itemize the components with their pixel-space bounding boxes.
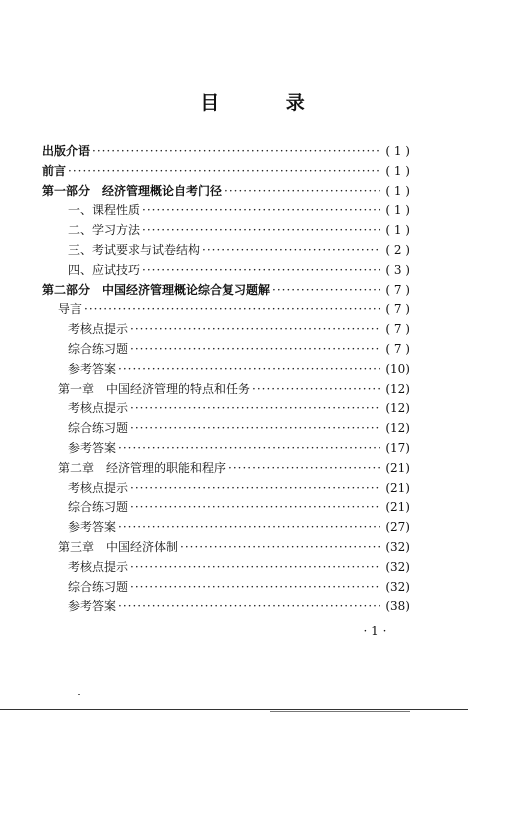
toc-entry-page: (12) <box>385 381 410 396</box>
page-title: 目 录 <box>200 92 335 114</box>
toc-entry-page: ( 2 ) <box>385 242 410 257</box>
dot-leader <box>228 459 380 479</box>
toc-entry-page: (12) <box>385 401 410 416</box>
dot-leader <box>272 281 380 301</box>
toc-entry-page: (21) <box>385 500 410 515</box>
toc-entry[interactable] <box>42 498 410 518</box>
dot-leader <box>142 201 380 221</box>
toc-entry-page: (12) <box>385 421 410 436</box>
toc-entry-label: 参考答案 <box>68 520 117 535</box>
toc-entry[interactable] <box>42 419 410 439</box>
dot-leader <box>118 518 380 538</box>
toc-entry-label: 考核点提示 <box>68 559 129 574</box>
dot-leader <box>92 142 380 162</box>
toc-entry-page: ( 1 ) <box>385 183 410 198</box>
toc-entry[interactable] <box>42 182 410 202</box>
dot-leader <box>118 597 380 617</box>
toc-entry[interactable] <box>42 459 410 479</box>
toc-entry-page: (32) <box>385 579 410 594</box>
toc-entry-label: 第二章 经济管理的职能和程序 <box>58 460 227 475</box>
toc-entry-page: ( 1 ) <box>385 144 410 158</box>
toc-entry-label: 一、课程性质 <box>68 203 141 218</box>
toc-entry-page: (21) <box>385 480 410 495</box>
toc-entry[interactable] <box>42 340 410 360</box>
toc-entry-page: (38) <box>385 599 410 614</box>
toc-entry-label: 四、应试技巧 <box>68 262 141 277</box>
toc-entry-label: 第二部分 中国经济管理概论综合复习题解 <box>42 282 271 297</box>
toc-entry-page: ( 3 ) <box>385 262 410 277</box>
dot-leader <box>130 419 380 439</box>
dot-leader <box>252 380 380 400</box>
toc-entry[interactable] <box>42 241 410 261</box>
toc-entry-page: ( 7 ) <box>385 302 410 317</box>
toc-entry-label: 第一部分 经济管理概论自考门径 <box>42 183 223 198</box>
dot-leader <box>180 538 380 558</box>
dot-leader <box>202 241 380 261</box>
toc-entry-page: ( 1 ) <box>385 203 410 218</box>
toc-entry[interactable] <box>42 399 410 419</box>
toc-entry-label: 第一章 中国经济管理的特点和任务 <box>58 381 251 396</box>
toc-entry-page: ( 7 ) <box>385 282 410 297</box>
page-number: · 1 · <box>363 624 387 638</box>
toc-entry-page: ( 1 ) <box>385 163 410 178</box>
toc-entry[interactable] <box>42 518 410 538</box>
toc-entry-label: 三、考试要求与试卷结构 <box>68 242 201 257</box>
dot-leader <box>130 399 380 419</box>
toc-entry[interactable] <box>42 201 410 221</box>
toc-entry-page: ( 7 ) <box>385 322 410 337</box>
toc-entry-label: 二、学习方法 <box>68 223 141 238</box>
dot-leader <box>130 498 380 518</box>
toc-entry-page: (32) <box>385 539 410 554</box>
toc-entry[interactable] <box>42 439 410 459</box>
toc-entry-label: 导言 <box>58 302 83 317</box>
dot-leader <box>224 182 380 202</box>
toc-entry[interactable] <box>42 597 410 617</box>
toc-entry[interactable] <box>42 558 410 578</box>
toc-entry[interactable] <box>42 380 410 400</box>
table-of-contents <box>42 142 410 617</box>
toc-entry-label: 前言 <box>42 163 67 178</box>
toc-entry[interactable] <box>42 261 410 281</box>
toc-entry-label: 第三章 中国经济体制 <box>58 539 179 554</box>
toc-entry-label: 考核点提示 <box>68 480 129 495</box>
toc-entry-label: 参考答案 <box>68 599 117 614</box>
toc-entry-page: (10) <box>385 361 410 376</box>
toc-entry[interactable] <box>42 300 410 320</box>
toc-entry[interactable] <box>42 360 410 380</box>
dot-leader <box>130 340 380 360</box>
toc-entry-label: 综合练习题 <box>68 341 129 356</box>
toc-entry-label: 考核点提示 <box>68 322 129 337</box>
toc-entry-label: 参考答案 <box>68 361 117 376</box>
toc-entry-page: (21) <box>385 460 410 475</box>
dot-leader <box>142 221 380 241</box>
toc-entry-label: 综合练习题 <box>68 421 129 436</box>
dot-leader <box>142 261 380 281</box>
toc-entry-label: 参考答案 <box>68 440 117 455</box>
toc-entry[interactable] <box>42 538 410 558</box>
toc-entry[interactable] <box>42 142 410 162</box>
toc-entry[interactable] <box>42 479 410 499</box>
toc-entry[interactable] <box>42 320 410 340</box>
dot-leader <box>68 162 380 182</box>
toc-entry[interactable] <box>42 221 410 241</box>
toc-entry-page: (32) <box>385 559 410 574</box>
toc-entry-page: ( 1 ) <box>385 223 410 238</box>
toc-entry[interactable] <box>42 578 410 598</box>
dot-leader <box>118 360 380 380</box>
toc-entry[interactable] <box>42 281 410 301</box>
toc-entry-label: 出版介语 <box>42 144 91 158</box>
dot-leader <box>130 558 380 578</box>
toc-entry-label: 考核点提示 <box>68 401 129 416</box>
dot-leader <box>130 320 380 340</box>
toc-entry[interactable] <box>42 162 410 182</box>
toc-entry-page: (27) <box>385 520 410 535</box>
page-edge-line-secondary <box>270 711 410 712</box>
toc-entry-page: ( 7 ) <box>385 341 410 356</box>
dot-leader <box>130 578 380 598</box>
dot-leader <box>118 439 380 459</box>
scan-speck <box>78 694 80 695</box>
dot-leader <box>84 300 380 320</box>
dot-leader <box>130 479 380 499</box>
page-edge-line <box>0 709 468 710</box>
toc-entry-label: 综合练习题 <box>68 500 129 515</box>
toc-entry-label: 综合练习题 <box>68 579 129 594</box>
toc-entry-page: (17) <box>385 440 410 455</box>
